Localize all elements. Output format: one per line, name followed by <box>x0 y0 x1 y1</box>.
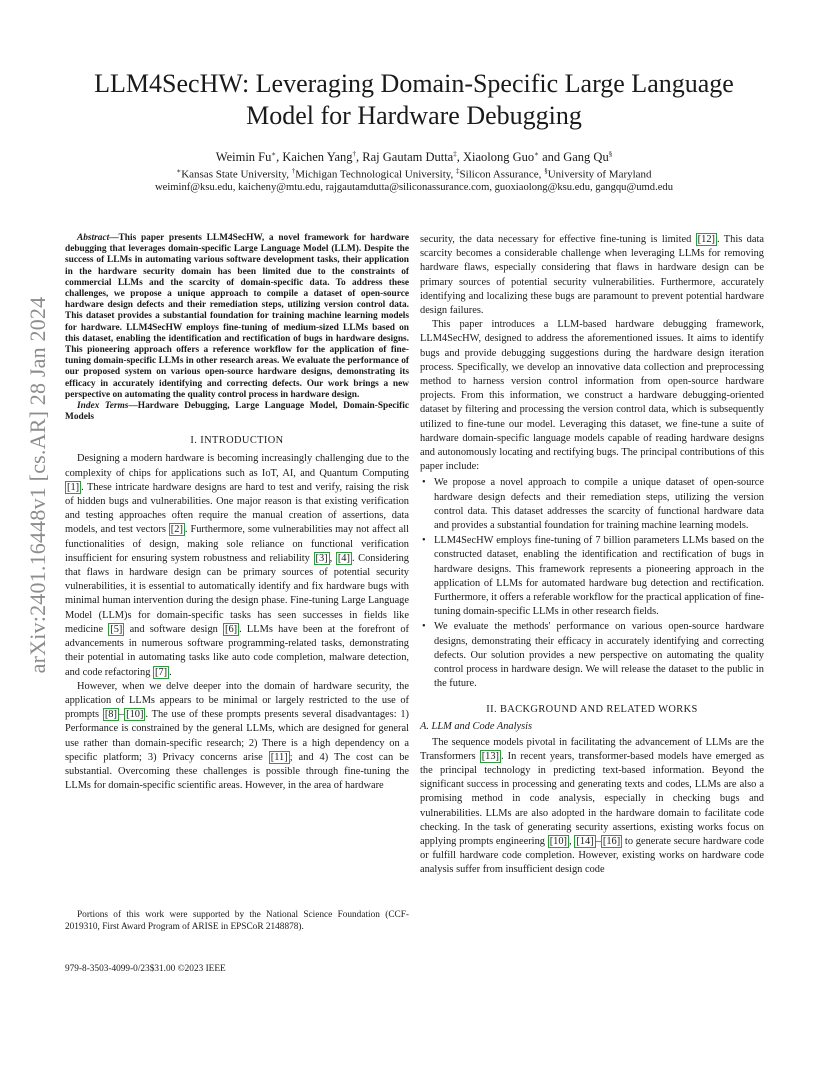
contribution-item: • LLM4SecHW employs fine-tuning of 7 billion parameters LLMs based on the constructed dataset, enabling the identification and rectification of bugs in hardware designs. This framework represents a pioneering approach in the application of LLMs for automated hardware bug detection and rectification. Furthermore, it offers a referable workflow for the practical application of fine-tuning domain-specific LLMs in other research fields. <box>420 534 764 619</box>
citation-link[interactable]: [11] <box>270 751 288 763</box>
citation-link[interactable]: [14] <box>576 835 594 847</box>
contribution-item: • We evaluate the methods' performance on various open-source hardware designs, demonstrating their efficacy in accurately identifying and correcting defects. Our solution provides a new perspective on automating the quality control process in hardware design. We will release the dataset to the public in the future. <box>420 620 764 691</box>
index-terms: Index Terms—Hardware Debugging, Large Language Model, Domain-Specific Models <box>65 401 409 423</box>
right-paragraph-2: This paper introduces a LLM-based hardware debugging framework, LLM4SecHW, designed to address the aforementioned issues. It aims to identify bugs and provide debugging suggestions during the hardware design iteration process. Specifically, we develop an innovative data collection and preprocessing method to harness version control information from open-source hardware projects. From this information, we construct a hardware debugging-oriented dataset by filtering and processing the version control data, which is subsequently utilized to fine-tune our model. Leveraging this dataset, we fine-tune a suite of hardware domain-specific language models capable of reading hardware designs and autonomously locating and rectifying bugs. The principal contributions of this paper include: <box>420 319 764 473</box>
citation-link[interactable]: [7] <box>155 666 168 678</box>
intro-paragraph-2: However, when we delve deeper into the domain of hardware security, the application of LLMs appears to be minimal or largely restricted to the use of prompts [8] – [10] . The use of these prompts presents several disadvantages: 1) Performance is constrained by the general LLMs, which are designed for general use rather than domain-specific research; 2) There is a high dependency on a specific platform; 3) Privacy concerns arise [11] ; and 4) The cost can be substantial. Overcoming these challenges is possible through fine-tuning the LLMs for domain-specific scientific areas. However, in the area of hardware <box>65 680 409 792</box>
citation-link[interactable]: [1] <box>67 481 80 493</box>
affiliations: ∗Kansas State University, †Michigan Technological University, ‡Silicon Assurance, §University of Maryland <box>176 167 652 181</box>
arxiv-identifier-text: arXiv:2401.16448v1 [cs.AR] 28 Jan 2024 <box>25 296 50 674</box>
intro-paragraph-1: Designing a modern hardware is becoming increasingly challenging due to the complexity of chips for applications such as IoT, AI, and Quantum Computing [1] . These intricate hardware designs are hard to test and verify, raising the risk of hidden bugs and vulnerabilities. One major reason is that existing verification and testing approaches often require the manual creation of assertions, data models, and test vectors [2] . Furthermore, some vulnerabilities may not affect all functionalities of design, making sole reliance on functional verification insufficient for ensuring system robustness and reliability [3] , [4] . Considering that flaws in hardware design can be primary sources of potential security vulnerabilities, it is essential to automatically identify and fix hardware bugs with minimal human intervention during the design phase. Fine-tuning Large Language Model (LLM)s for domain-specific tasks has seen successes in fields like medicine [5] and software design [6] . LLMs have been at the forefront of advancements in numerous software programming-related tasks, demonstrating their potential in automating tasks like auto code completion, malware detection, and code refactoring [7] . <box>65 453 409 678</box>
subsection-heading-llm: A. LLM and Code Analysis <box>420 720 533 732</box>
copyright-notice: 979-8-3503-4099-0/23$31.00 ©2023 IEEE <box>65 964 226 974</box>
citation-link[interactable]: [8] <box>104 709 117 721</box>
title-line-2: Model for Hardware Debugging <box>246 101 582 130</box>
citation-link[interactable]: [10] <box>126 709 144 721</box>
citation-link[interactable]: [16] <box>602 835 621 847</box>
citation-link[interactable]: [5] <box>110 623 123 635</box>
right-column <box>420 233 764 878</box>
contributions-list <box>420 476 764 691</box>
left-column <box>65 233 409 793</box>
index-terms-label: Index Terms <box>77 401 129 412</box>
citation-link[interactable]: [6] <box>225 623 238 635</box>
right-paragraph-1: security, the data necessary for effective fine-tuning is limited [12] . This data scarcity becomes a considerable challenge when leveraging LLMs for removing hardware flaws, especially considering that flaws in hardware design can be primary sources of potential security vulnerabilities. Furthermore, accurately identifying and localizing these bugs are paramount to prevent potential hardware design failures. <box>420 234 764 317</box>
citation-link[interactable]: [2] <box>170 524 183 536</box>
abstract-paragraph: Abstract—This paper presents LLM4SecHW, a novel framework for hardware debugging that leverages domain-specific Large Language Model (LLM). Despite the success of LLMs in automating various software development tasks, their application in the hardware security domain has been limited due to the constraints of commercial LLMs and the scarcity of domain-specific data. To address these challenges, we propose a unique approach to compile a dataset of open-source hardware design defects and their remediation steps, utilizing version control data. This dataset provides a substantial foundation for training machine learning models for hardware. LLM4SecHW employs fine-tuning of medium-sized LLMs based on this dataset, enabling the identification and rectification of bugs in hardware designs. This pioneering approach offers a reference workflow for the application of fine-tuning domain-specific LLMs in other research areas. We evaluate the performance of our proposed system on various open-source hardware designs, demonstrating its efficacy in accurately identifying and correcting defects. Our work brings a new perspective on automating the quality control process in hardware design. <box>65 233 409 400</box>
section-heading-introduction: I. INTRODUCTION <box>190 435 284 447</box>
contribution-item: • We propose a novel approach to compile a unique dataset of open-source hardware design defects and their remediation steps, utilizing the version control data. This dataset addresses the scarcity of functional hardware data and provides a substantial foundation for training machine learning models. <box>420 476 764 533</box>
citation-link[interactable]: [4] <box>337 552 350 564</box>
right-paragraph-3: The sequence models pivotal in facilitating the advancement of LLMs are the Transformers [13] . In recent years, transformer-based models have emerged as the principal technology in predicting text-based information. Beyond the significant success in processing and generating texts and codes, LLMs are also a promising method in code analysis, especially in checking bugs and vulnerabilities. LLMs are also adopted in the hardware domain to facilitate code checking. In the task of generating security assertions, existing works focus on applying prompts engineering [10] , [14] – [16] to generate secure hardware code or fulfill hardware code completion. However, existing works on hardware code analysis suffer from insufficient design code <box>420 736 764 876</box>
section-heading-background: II. BACKGROUND AND RELATED WORKS <box>486 703 698 715</box>
citation-link[interactable]: [3] <box>315 552 328 564</box>
citation-link[interactable]: [13] <box>481 750 499 762</box>
author-emails: weiminf@ksu.edu, kaicheny@mtu.edu, rajgautamdutta@siliconassurance.com, guoxiaolong@ksu.edu, gangqu@umd.edu <box>154 182 674 193</box>
citation-link[interactable]: [12] <box>697 234 715 245</box>
title-line-1: LLM4SecHW: Leveraging Domain-Specific Large Language <box>94 69 734 98</box>
abstract-label: Abstract <box>77 233 110 243</box>
citation-link[interactable]: [10] <box>549 835 568 847</box>
funding-footnote: Portions of this work were supported by the National Science Foundation (CCF-2019310, First Award Program of ARISE in EPSCoR 2148878). <box>65 910 409 932</box>
arxiv-identifier <box>22 290 54 680</box>
paper-title <box>60 68 768 132</box>
introduction-body <box>65 452 409 793</box>
author-list: Weimin Fu∗, Kaichen Yang†, Raj Gautam Dutta‡, Xiaolong Guo∗ and Gang Qu§ <box>215 150 613 165</box>
abstract-block <box>65 233 409 423</box>
